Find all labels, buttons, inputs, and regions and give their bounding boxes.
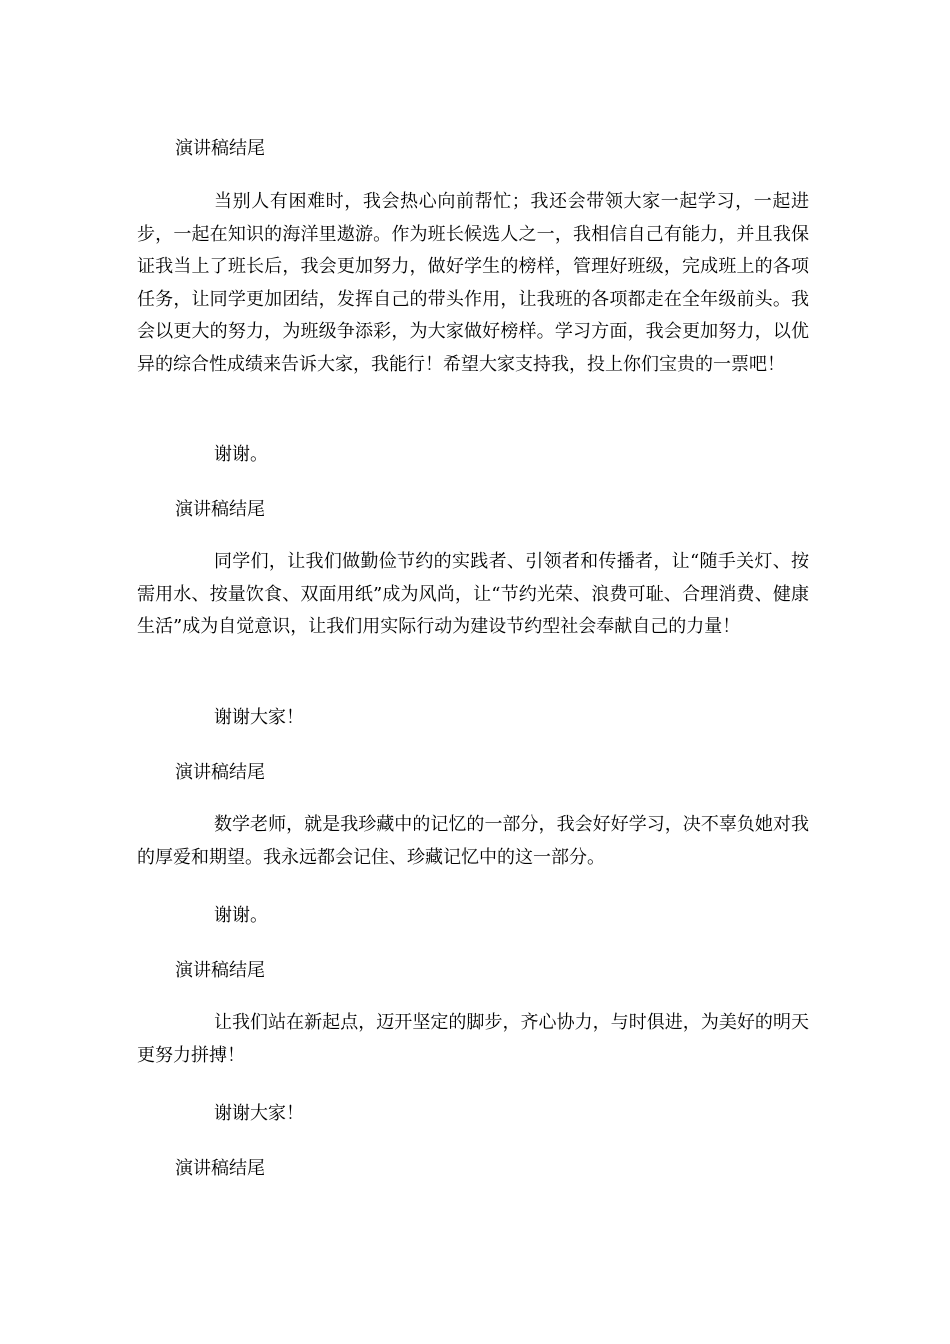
section-heading: 演讲稿结尾 (175, 1158, 265, 1179)
section-closing: 谢谢大家！ (214, 1103, 304, 1124)
section-closing: 谢谢。 (214, 905, 268, 926)
section-heading: 演讲稿结尾 (175, 960, 265, 981)
section-paragraph: 同学们，让我们做勤俭节约的实践者、引领者和传播者，让“随手关灯、按需用水、按量饮食、双面用纸”成为风尚，让“节约光荣、浪费可耻、合理消费、健康生活”成为自觉意识，让我们用实际行动为建设节约型社会奉献自己的力量！ (137, 551, 809, 637)
section-closing: 谢谢大家！ (214, 707, 304, 728)
section-heading: 演讲稿结尾 (175, 762, 265, 783)
section-closing: 谢谢。 (214, 444, 268, 465)
section-heading: 演讲稿结尾 (175, 499, 265, 520)
section-paragraph: 让我们站在新起点，迈开坚定的脚步，齐心协力，与时俱进，为美好的明天更努力拼搏！ (137, 1012, 809, 1066)
section-paragraph: 当别人有困难时，我会热心向前帮忙；我还会带领大家一起学习，一起进步，一起在知识的海洋里遨游。作为班长候选人之一，我相信自己有能力，并且我保证我当上了班长后，我会更加努力，做好学生的榜样，管理好班级，完成班上的各项任务，让同学更加团结，发挥自己的带头作用，让我班的各项都走在全年级前头。我会以更大的努力，为班级争添彩，为大家做好榜样。学习方面，我会更加努力，以优异的综合性成绩来告诉大家，我能行！希望大家支持我，投上你们宝贵的一票吧！ (137, 191, 809, 375)
section-heading: 演讲稿结尾 (175, 138, 265, 159)
section-paragraph: 数学老师，就是我珍藏中的记忆的一部分，我会好好学习，决不辜负她对我的厚爱和期望。我永远都会记住、珍藏记忆中的这一部分。 (137, 814, 809, 868)
